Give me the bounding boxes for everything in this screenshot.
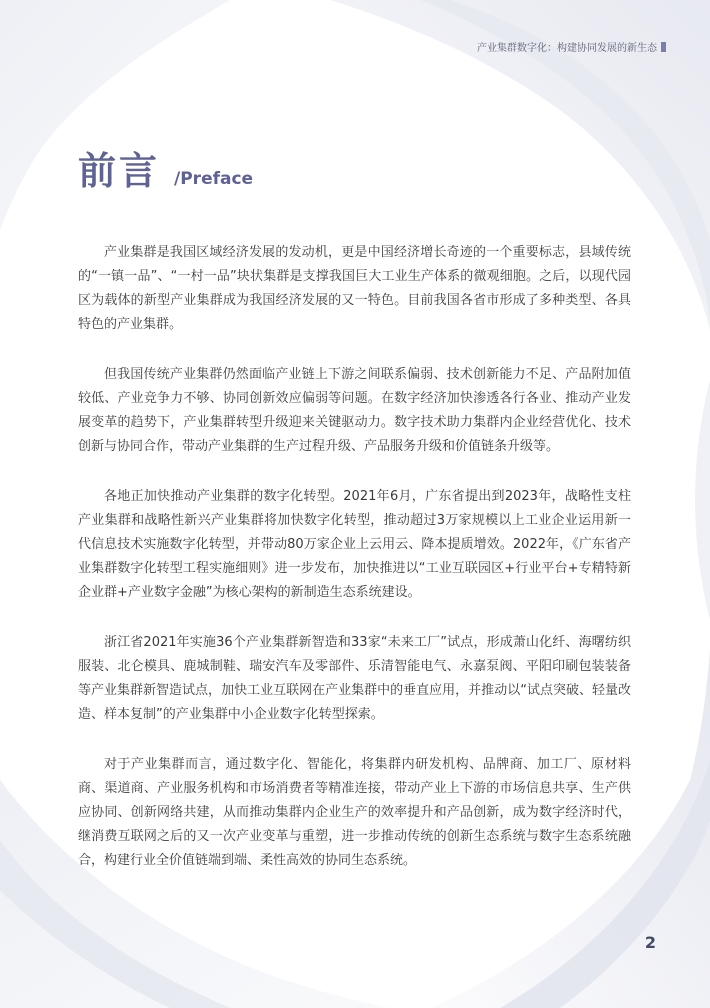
title-chinese: 前言 bbox=[78, 149, 161, 193]
running-header-text: 产业集群数字化：构建协同发展的新生态 bbox=[477, 43, 657, 54]
header-marker-icon bbox=[661, 42, 666, 52]
running-header bbox=[477, 39, 666, 54]
page-number: 2 bbox=[644, 933, 656, 952]
section-title bbox=[78, 140, 253, 195]
paragraph-4: 浙江省2021年实施36个产业集群新智造和33家“未来工厂”试点，形成萧山化纤、海曙纺织服装、北仑模具、鹿城制鞋、瑞安汽车及零部件、乐清智能电气、永嘉泵阀、平阳印刷包装装备等产业集群新智造试点，加快工业互联网在产业集群中的垂直应用，并推动以“试点突破、轻量改造、样本复制”的产业集群中小企业数字化转型探索。 bbox=[78, 635, 631, 722]
title-english: /Preface bbox=[174, 169, 254, 189]
preface-body bbox=[78, 241, 631, 899]
paragraph-3: 各地正加快推动产业集群的数字化转型。2021年6月，广东省提出到2023年，战略性支柱产业集群和战略性新兴产业集群将加快数字化转型，推动超过3万家规模以上工业企业运用新一代信息技术实施数字化转型，并带动80万家企业上云用云、降本提质增效。2022年，《广东省产业集群数字化转型工程实施细则》进一步发布，加快推进以“工业互联园区+行业平台+专精特新企业群+产业数字金融”为核心架构的新制造生态系统建设。 bbox=[78, 489, 631, 600]
paragraph-2: 但我国传统产业集群仍然面临产业链上下游之间联系偏弱、技术创新能力不足、产品附加值较低、产业竞争力不够、协同创新效应偏弱等问题。在数字经济加快渗透各行各业、推动产业发展变革的趋势下，产业集群转型升级迎来关键驱动力。数字技术助力集群内企业经营优化、技术创新与协同合作，带动产业集群的生产过程升级、产品服务升级和价值链条升级等。 bbox=[78, 367, 631, 454]
paragraph-1: 产业集群是我国区域经济发展的发动机，更是中国经济增长奇迹的一个重要标志，县域传统的“一镇一品”、“一村一品”块状集群是支撑我国巨大工业生产体系的微观细胞。之后，以现代园区为载体的新型产业集群成为我国经济发展的又一特色。目前我国各省市形成了多种类型、各具特色的产业集群。 bbox=[78, 245, 631, 332]
paragraph-5: 对于产业集群而言，通过数字化、智能化，将集群内研发机构、品牌商、加工厂、原材料商、渠道商、产业服务机构和市场消费者等精准连接，带动产业上下游的市场信息共享、生产供应协同、创新网络共建，从而推动集群内企业生产的效率提升和产品创新，成为数字经济时代，继消费互联网之后的又一次产业变革与重塑，进一步推动传统的创新生态系统与数字生态系统融合，构建行业全价值链端到端、柔性高效的协同生态系统。 bbox=[78, 757, 631, 868]
